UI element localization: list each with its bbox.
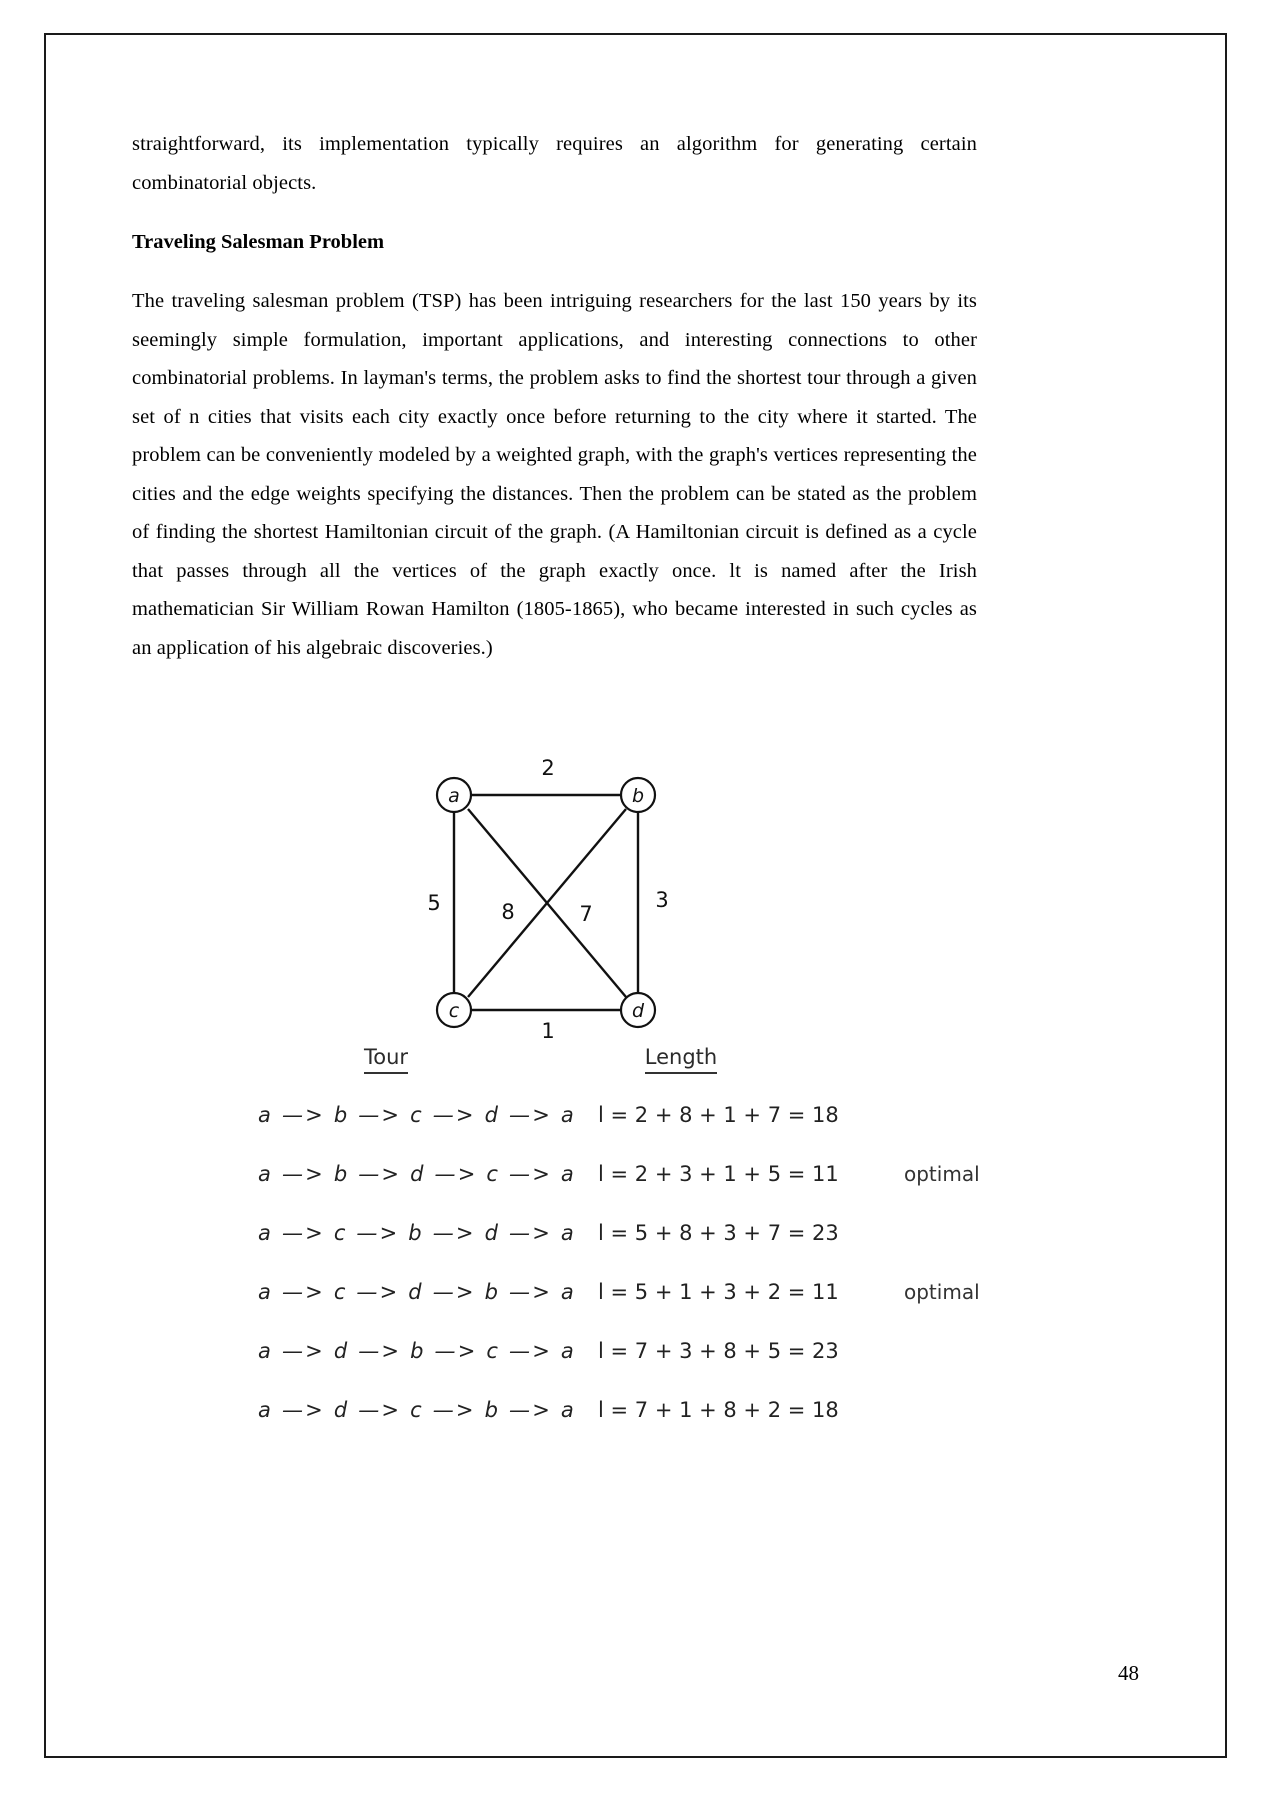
tour-length-table [236,1045,1116,1457]
paragraph-tsp-description: The traveling salesman problem (TSP) has been intriguing researchers for the last 150 years by its seemingly simple formulation, important applications, and interesting connections to other combinatorial problems. In layman's terms, the problem asks to find the shortest tour through a given set of n cities that visits each city exactly once before returning to the city where it started. The problem can be conveniently modeled by a weighted graph, with the graph's vertices representing the cities and the edge weights specifying the distances. Then the problem can be stated as the problem of finding the shortest Hamiltonian circuit of the graph. (A Hamiltonian circuit is defined as a cycle that passes through all the vertices of the graph exactly once. lt is named after the Irish mathematician Sir William Rowan Hamilton (1805-1865), who became interested in such cycles as an application of his algebraic discoveries.) [132,290,977,659]
section-heading-tsp: Traveling Salesman Problem [132,231,385,253]
optimal-note: optimal [904,1280,980,1304]
page-number: 48 [1118,1661,1139,1685]
tour-cell: a —> d —> c —> b —> a [258,1398,576,1422]
table-row [236,1162,1116,1186]
tsp-graph-figure [376,735,736,1045]
page-border [44,33,1227,1758]
length-cell: l = 7 + 1 + 8 + 2 = 18 [598,1398,839,1422]
column-header-tour-text: Tour [364,1045,408,1074]
vertex-c-label: c [448,1000,460,1022]
column-header-length [536,1045,826,1069]
table-row [236,1280,1116,1304]
vertex-d-label: d [631,1000,645,1022]
edge-weight-bc: 8 [501,900,515,924]
length-cell: l = 2 + 3 + 1 + 5 = 11 [598,1162,839,1186]
edge-weight-ab: 2 [541,756,555,780]
table-row [236,1339,1116,1363]
table-row [236,1398,1116,1422]
table-header-row [236,1045,1116,1069]
length-cell: l = 7 + 3 + 8 + 5 = 23 [598,1339,839,1363]
length-cell: l = 5 + 1 + 3 + 2 = 11 [598,1280,839,1304]
table-row [236,1103,1116,1127]
tour-cell: a —> c —> d —> b —> a [258,1280,576,1304]
column-header-tour [236,1045,536,1069]
vertex-b-label: b [631,785,645,807]
tour-cell: a —> b —> d —> c —> a [258,1162,576,1186]
edge-weight-ac: 5 [427,891,441,915]
document-body [132,125,977,685]
edge-weight-cd: 1 [541,1019,555,1043]
optimal-note: optimal [904,1162,980,1186]
edge-weight-bd: 3 [655,888,669,912]
length-cell: l = 2 + 8 + 1 + 7 = 18 [598,1103,839,1127]
length-cell: l = 5 + 8 + 3 + 7 = 23 [598,1221,839,1245]
paragraph-intro: straightforward, its implementation typically requires an algorithm for generating certain combinatorial objects. [132,133,977,194]
table-row [236,1221,1116,1245]
tour-cell: a —> b —> c —> d —> a [258,1103,576,1127]
tour-cell: a —> c —> b —> d —> a [258,1221,576,1245]
vertex-a-label: a [448,785,460,807]
edge-weight-ad: 7 [579,902,593,926]
graph-svg [376,735,736,1045]
tour-cell: a —> d —> b —> c —> a [258,1339,576,1363]
column-header-length-text: Length [645,1045,717,1074]
